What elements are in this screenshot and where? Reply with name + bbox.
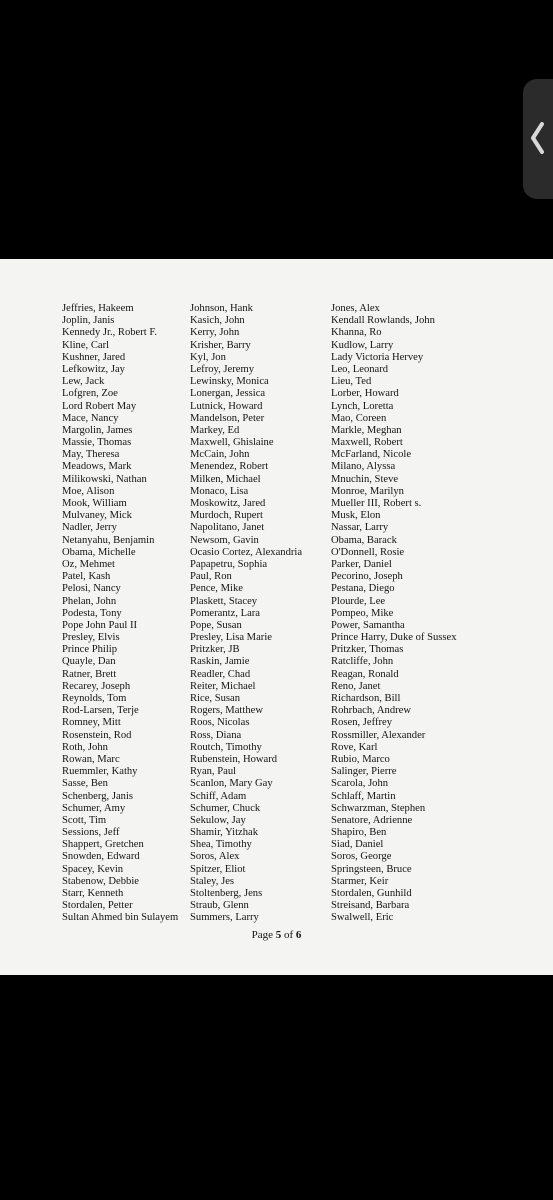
name-entry: Scarola, John — [331, 778, 389, 790]
total-page-number: 6 — [295, 929, 302, 941]
name-entry: Plaskett, Stacey — [190, 595, 258, 607]
name-entry: Meadows, Mark — [62, 461, 132, 473]
name-entry: McCain, John — [190, 449, 250, 461]
name-entry: Stoltenberg, Jens — [190, 888, 263, 899]
name-entry: Kudlow, Larry — [331, 339, 394, 351]
name-entry: Salinger, Pierre — [331, 766, 397, 778]
name-entry: Soros, George — [331, 851, 392, 863]
name-entry: Springsteen, Bruce — [331, 863, 412, 875]
name-entry: Quayle, Dan — [62, 656, 116, 668]
name-entry: Lady Victoria Hervey — [331, 351, 424, 363]
name-entry: Starr, Kenneth — [62, 888, 124, 899]
name-entry: Rod-Larsen, Terje — [62, 705, 139, 717]
name-entry: Patel, Kash — [62, 571, 111, 583]
name-entry: Rosenstein, Rod — [62, 729, 132, 741]
name-entry: Newsom, Gavin — [190, 534, 259, 546]
name-entry: May, Theresa — [62, 449, 120, 461]
name-entry: Oz, Mehmet — [62, 558, 115, 570]
name-entry: Ryan, Paul — [190, 766, 237, 778]
name-entry: Podesta, Tony — [62, 607, 122, 619]
name-entry: Reagan, Ronald — [331, 668, 399, 680]
name-entry: Phelan, John — [62, 595, 117, 607]
name-entry: Scanlon, Mary Gay — [190, 778, 273, 790]
name-entry: Leo, Leonard — [331, 363, 389, 375]
name-column-3 — [331, 303, 457, 925]
name-entry: Sekulow, Jay — [190, 814, 246, 826]
name-entry: Prince Philip — [62, 644, 118, 656]
name-entry: Parker, Daniel — [331, 558, 392, 570]
name-entry: Pestana, Diego — [331, 583, 395, 595]
name-entry: Reynolds, Tom — [62, 693, 127, 704]
name-entry: Swalwell, Eric — [331, 912, 394, 924]
name-entry: Margolin, James — [62, 424, 133, 436]
name-entry: Reno, Janet — [331, 680, 381, 692]
name-entry: Moskowitz, Jared — [190, 498, 266, 509]
name-entry: Prince Harry, Duke of Sussex — [331, 632, 457, 644]
name-entry: Rubenstein, Howard — [190, 753, 278, 765]
name-entry: Ross, Diana — [190, 729, 242, 741]
name-entry: Rice, Susan — [190, 693, 241, 704]
name-entry: Murdoch, Rupert — [190, 510, 263, 522]
name-entry: Menendez, Robert — [190, 461, 269, 473]
name-entry: McFarland, Nicole — [331, 449, 412, 461]
name-entry: Starmer, Keir — [331, 875, 389, 887]
name-entry: Lefkowitz, Jay — [62, 363, 125, 375]
name-entry: Rohrbach, Andrew — [331, 705, 412, 717]
name-entry: Shea, Timothy — [190, 839, 252, 851]
name-entry: Schumer, Chuck — [190, 802, 261, 814]
name-entry: Kendall Rowlands, John — [331, 315, 435, 327]
name-entry: Maxwell, Ghislaine — [190, 437, 274, 449]
name-entry: Monroe, Marilyn — [331, 485, 404, 497]
name-entry: Pritzker, Thomas — [331, 644, 404, 656]
name-entry: Schlaff, Martin — [331, 790, 396, 802]
name-entry: Johnson, Hank — [190, 303, 253, 314]
name-entry: Nadler, Jerry — [62, 522, 117, 534]
back-tab[interactable] — [523, 79, 553, 199]
name-entry: Shappert, Gretchen — [62, 839, 144, 851]
name-entry: Senatore, Adrienne — [331, 814, 413, 826]
name-entry: Milken, Michael — [190, 473, 261, 485]
name-entry: Lewinsky, Monica — [190, 376, 269, 388]
name-entry: Kerry, John — [190, 327, 240, 339]
name-entry: Schumer, Amy — [62, 802, 126, 814]
name-entry: Ratcliffe, John — [331, 656, 394, 668]
name-entry: Kennedy Jr., Robert F. — [62, 327, 158, 339]
name-entry: Obama, Michelle — [62, 546, 136, 558]
name-entry: Massie, Thomas — [62, 437, 132, 449]
name-entry: Mao, Coreen — [331, 412, 387, 424]
name-entry: Roth, John — [62, 741, 108, 753]
name-entry: Rove, Karl — [331, 741, 378, 753]
name-entry: Ruemmler, Kathy — [62, 766, 138, 778]
name-entry: Recarey, Joseph — [62, 680, 131, 692]
name-entry: Lefroy, Jeremy — [190, 363, 255, 375]
name-entry: Stordalen, Gunhild — [331, 888, 412, 899]
name-entry: Rosen, Jeffrey — [331, 717, 392, 729]
name-entry: Jeffries, Hakeem — [62, 303, 134, 314]
name-entry: Ocasio Cortez, Alexandria — [190, 546, 303, 558]
name-entry: Lew, Jack — [62, 376, 105, 388]
name-entry: Sasse, Ben — [62, 778, 108, 790]
name-entry: Mnuchin, Steve — [331, 473, 399, 485]
name-entry: Spacey, Kevin — [62, 863, 124, 875]
name-entry: Streisand, Barbara — [331, 900, 410, 912]
name-entry: Pecorino, Joseph — [331, 571, 403, 583]
name-entry: Plourde, Lee — [331, 595, 386, 607]
name-entry: Mandelson, Peter — [190, 412, 265, 424]
name-entry: Power, Samantha — [331, 619, 405, 631]
document-page — [0, 259, 553, 975]
name-column-2 — [190, 303, 302, 925]
name-entry: Straub, Glenn — [190, 900, 249, 912]
name-entry: Milikowski, Nathan — [62, 473, 147, 485]
name-entry: Scott, Tim — [62, 814, 107, 826]
name-entry: Rogers, Matthew — [190, 705, 263, 717]
name-entry: Mueller III, Robert s. — [331, 498, 422, 509]
name-entry: Lofgren, Zoe — [62, 388, 118, 400]
name-entry: Pomerantz, Lara — [190, 607, 261, 619]
name-entry: Sultan Ahmed bin Sulayem — [62, 912, 179, 924]
name-entry: Presley, Elvis — [62, 632, 120, 644]
name-entry: Musk, Elon — [331, 510, 381, 522]
name-entry: Mook, William — [62, 498, 127, 509]
page-footer — [0, 929, 553, 941]
name-entry: Pence, Mike — [190, 583, 243, 595]
name-entry: O'Donnell, Rosie — [331, 546, 405, 558]
name-entry: Mulvaney, Mick — [62, 510, 132, 522]
name-entry: Kyl, Jon — [190, 351, 226, 363]
current-page-number: 5 — [275, 929, 282, 941]
name-entry: Paul, Ron — [190, 571, 232, 583]
name-entry: Rubio, Marco — [331, 753, 390, 765]
name-entry: Joplin, Janis — [62, 315, 115, 327]
name-entry: Soros, Alex — [190, 851, 240, 863]
name-column-1 — [62, 303, 178, 925]
name-entry: Shamir, Yitzhak — [190, 827, 259, 839]
name-entry: Netanyahu, Benjamin — [62, 534, 155, 546]
name-entry: Mace, Nancy — [62, 412, 119, 424]
name-entry: Lonergan, Jessica — [190, 388, 266, 400]
name-entry: Stabenow, Debbie — [62, 875, 139, 887]
chevron-left-icon — [529, 121, 545, 155]
name-entry: Lord Robert May — [62, 400, 137, 412]
name-entry: Summers, Larry — [190, 912, 259, 924]
name-entry: Lutnick, Howard — [190, 400, 263, 412]
name-entry: Schenberg, Janis — [62, 790, 134, 802]
name-entry: Reiter, Michael — [190, 680, 256, 692]
name-entry: Raskin, Jamie — [190, 656, 250, 668]
name-entry: Moe, Alison — [62, 485, 115, 497]
name-entry: Rowan, Marc — [62, 753, 120, 765]
name-entry: Kline, Carl — [62, 339, 110, 351]
name-entry: Romney, Mitt — [62, 717, 121, 729]
name-entry: Pelosi, Nancy — [62, 583, 121, 595]
name-entry: Ratner, Brett — [62, 668, 117, 680]
name-entry: Schwarzman, Stephen — [331, 802, 426, 814]
name-entry: Obama, Barack — [331, 534, 397, 546]
name-entry: Maxwell, Robert — [331, 437, 403, 449]
name-entry: Lieu, Ted — [331, 376, 372, 388]
name-entry: Milano, Alyssa — [331, 461, 396, 473]
name-entry: Pompeo, Mike — [331, 607, 394, 619]
name-entry: Sessions, Jeff — [62, 827, 120, 839]
name-entry: Spitzer, Eliot — [190, 863, 246, 875]
name-entry: Markey, Ed — [190, 424, 240, 436]
name-entry: Siad, Daniel — [331, 839, 384, 851]
name-entry: Jones, Alex — [331, 303, 380, 314]
name-entry: Schiff, Adam — [190, 790, 247, 802]
name-entry: Rossmiller, Alexander — [331, 729, 426, 741]
name-entry: Kushner, Jared — [62, 351, 126, 363]
name-entry: Napolitano, Janet — [190, 522, 265, 534]
name-entry: Routch, Timothy — [190, 741, 262, 753]
name-entry: Staley, Jes — [190, 875, 235, 887]
name-entry: Roos, Nicolas — [190, 717, 250, 729]
name-entry: Pope John Paul II — [62, 619, 138, 631]
name-entry: Khanna, Ro — [331, 327, 382, 339]
page-label: Page — [251, 929, 273, 941]
name-entry: Snowden, Edward — [62, 851, 140, 863]
name-entry: Presley, Lisa Marie — [190, 632, 272, 644]
name-entry: Richardson, Bill — [331, 693, 401, 704]
name-entry: Pope, Susan — [190, 619, 242, 631]
name-entry: Lynch, Loretta — [331, 400, 394, 412]
name-entry: Krisher, Barry — [190, 339, 251, 351]
name-entry: Shapiro, Ben — [331, 827, 387, 839]
name-entry: Monaco, Lisa — [190, 485, 249, 497]
name-entry: Markle, Meghan — [331, 424, 402, 436]
name-entry: Papapetru, Sophia — [190, 558, 268, 570]
name-entry: Pritzker, JB — [190, 644, 240, 656]
name-entry: Nassar, Larry — [331, 522, 389, 534]
page-of-label: of — [283, 929, 294, 941]
name-entry: Readler, Chad — [190, 668, 251, 680]
name-entry: Lorber, Howard — [331, 388, 399, 400]
name-entry: Stordalen, Petter — [62, 900, 133, 912]
name-entry: Kasich, John — [190, 315, 245, 327]
